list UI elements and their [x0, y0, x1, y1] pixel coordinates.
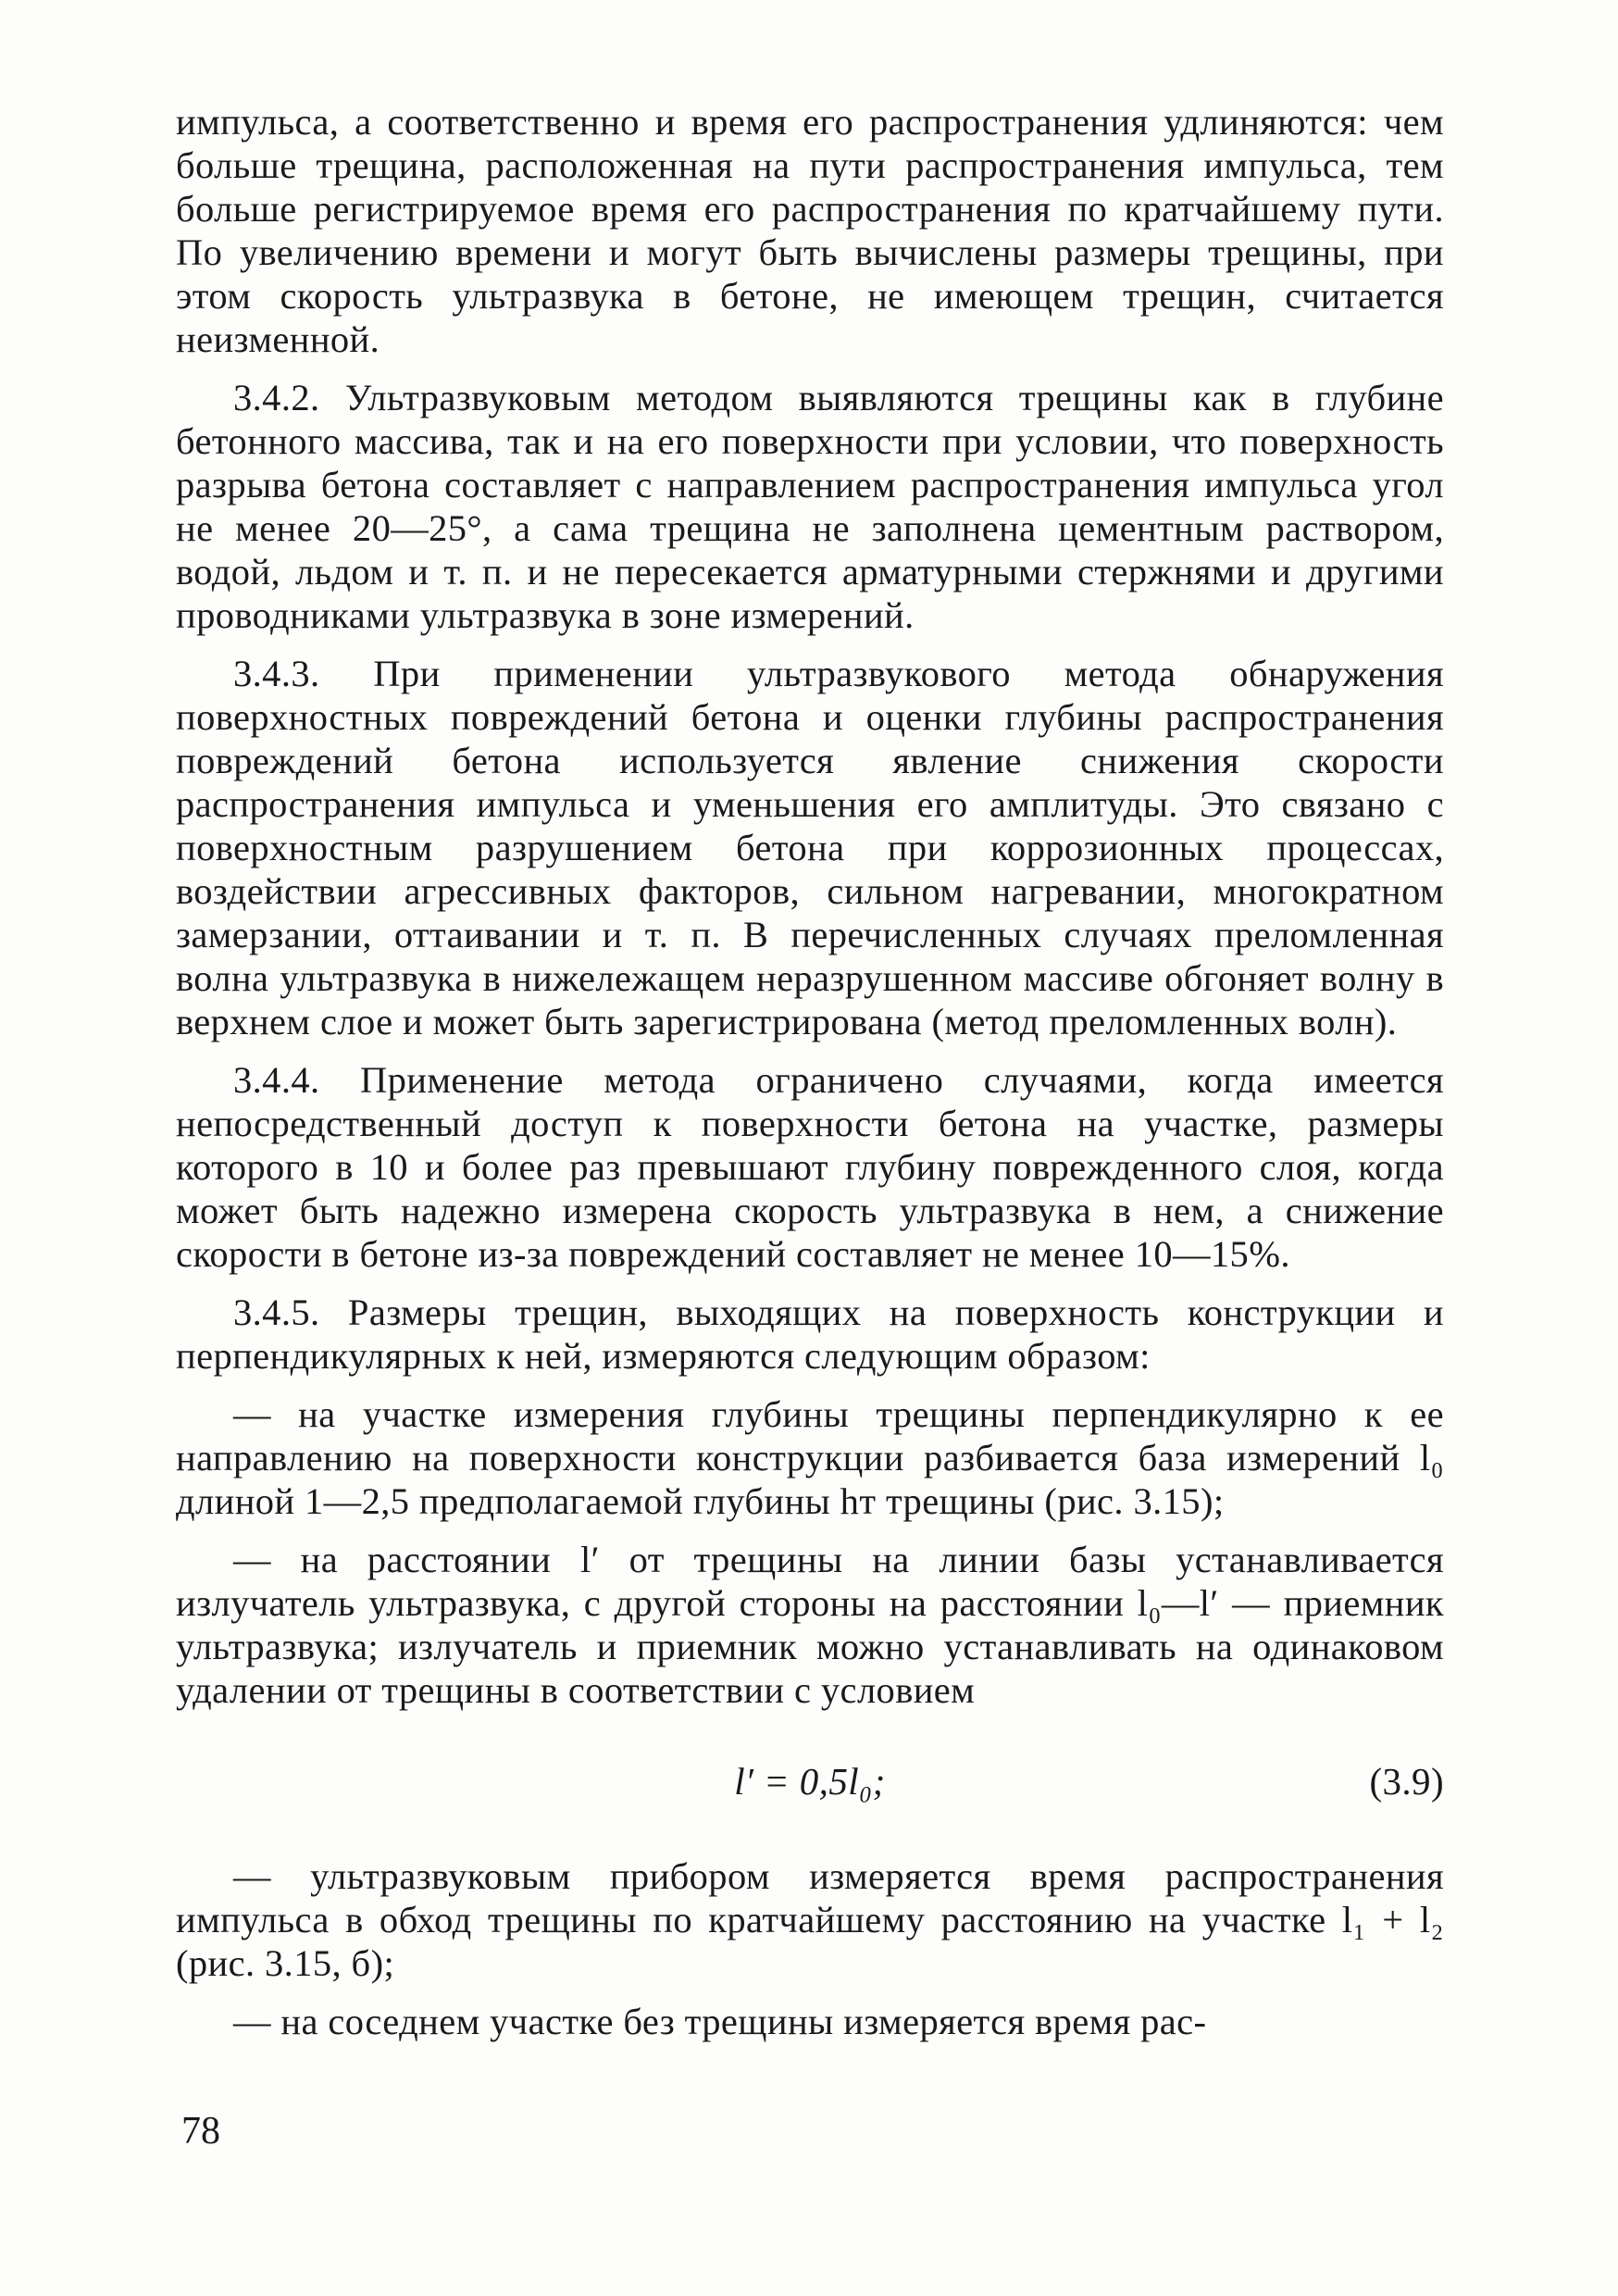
list-item-neighbor-section: — на соседнем участке без трещины измеряется время рас- [233, 2001, 1207, 2042]
formula-number: (3.9) [1369, 1760, 1444, 1803]
page-number: 78 [181, 2110, 220, 2152]
paragraph-3-4-3: 3.4.3. При применении ультразвукового метода обнаружения поверхностных повреждений бетона и оценки глубины распространения повреждений бетона используется явление снижения скорости распространения импульса и уменьшения его амплитуды. Это связано с поверхностным разрушением бетона при коррозионных процессах, воздействии агрессивных факторов, сильном нагревании, многократном замерзании, оттаивании и т. п. В перечисленных случаях преломленная волна ультразвука в нижележащем неразрушенном массиве обгоняет волну в верхнем слое и может быть зарегистрирована (метод преломленных волн). [176, 653, 1444, 1042]
list-item-time-around-crack: — ультразвуковым прибором измеряется время распространения импульса в обход трещины по кратчайшему расстоянию на участке l₁ + l₂ (рис. 3.15, б); [176, 1855, 1444, 1984]
list-item-emitter-placement: — на расстоянии l′ от трещины на линии базы устанавливается излучатель ультразвука, с другой стороны на расстоянии l₀—l′ — приемник ультразвука; излучатель и приемник можно устанавливать на одинаковом удалении от трещины в соответствии с условием [176, 1539, 1444, 1711]
body-text [176, 100, 1444, 2058]
paragraph-3-4-2: 3.4.2. Ультразвуковым методом выявляются трещины как в глубине бетонного массива, так и на его поверхности при условии, что поверхность разрыва бетона составляет с направлением распространения импульса угол не менее 20—25°, а сама трещина не заполнена цементным раствором, водой, льдом и т. п. и не пересекается арматурными стержнями и другими проводниками ультразвука в зоне измерений. [176, 377, 1444, 636]
paragraph-3-4-4: 3.4.4. Применение метода ограничено случаями, когда имеется непосредственный доступ к поверхности бетона на участке, размеры которого в 10 и более раз превышают глубину поврежденного слоя, когда может быть надежно измерена скорость ультразвука в нем, а снижение скорости в бетоне из-за повреждений составляет не менее 10—15%. [176, 1059, 1444, 1275]
formula-3-9: l′ = 0,5l₀; [734, 1760, 886, 1803]
paragraph-continuation: импульса, а соответственно и время его распространения удлиняются: чем больше трещина, расположенная на пути распространения импульса, тем больше регистрируемое время его распространения по кратчайшему пути. По увеличению времени и могут быть вычислены размеры трещины, при этом скорость ультразвука в бетоне, не имеющем трещин, считается неизменной. [176, 101, 1444, 360]
paragraph-3-4-5: 3.4.5. Размеры трещин, выходящих на поверхность конструкции и перпендикулярных к ней, измеряются следующим образом: [176, 1292, 1444, 1377]
formula-row [176, 1732, 1444, 1825]
list-item-measurement-base: — на участке измерения глубины трещины перпендикулярно к ее направлению на поверхности конструкции разбивается база измерений l₀ длиной 1—2,5 предполагаемой глубины hт трещины (рис. 3.15); [176, 1393, 1444, 1522]
